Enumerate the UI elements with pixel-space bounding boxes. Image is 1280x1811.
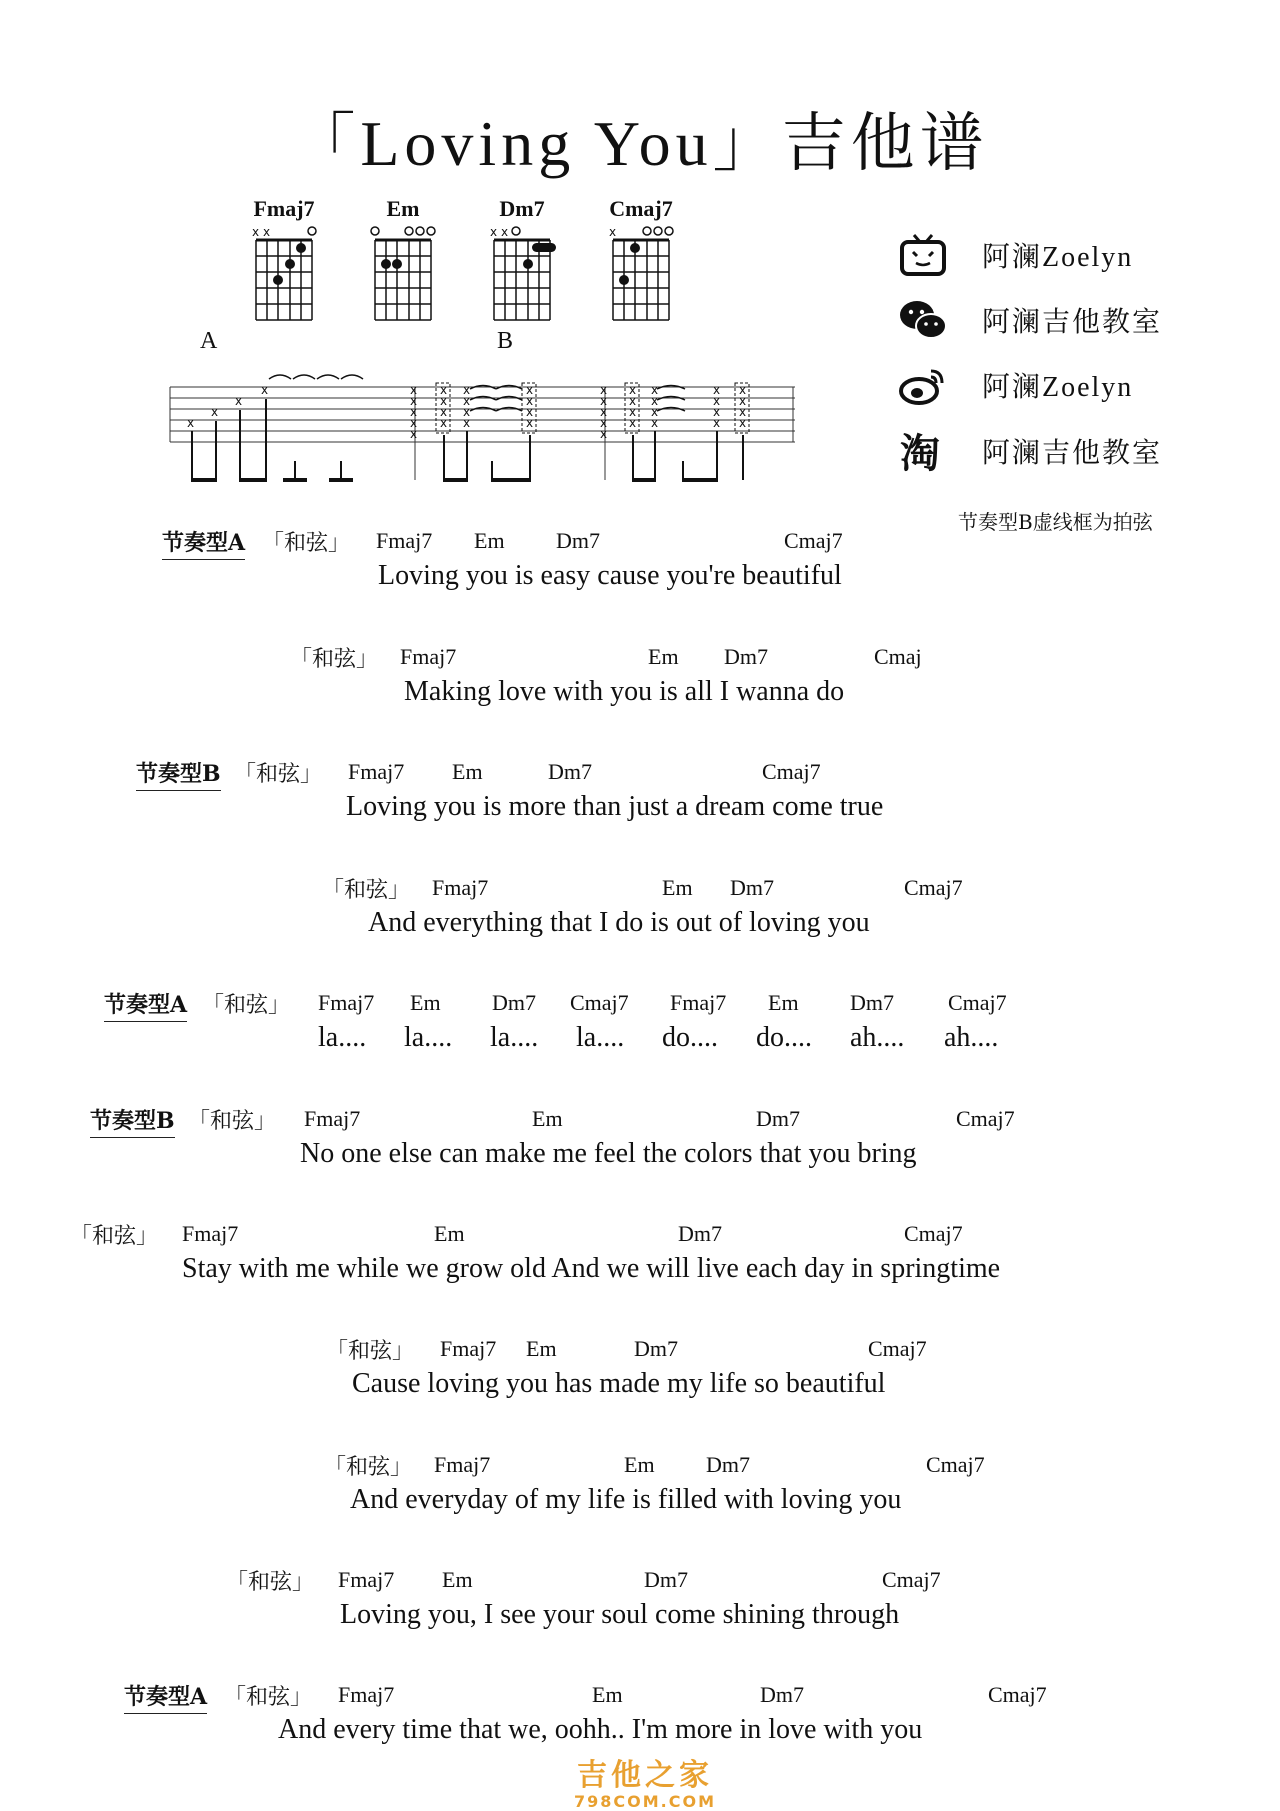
chord-tag: 「和弦」 [70,1224,159,1249]
rhythm-tag: 节奏型A [104,988,187,1022]
svg-text:x: x [463,416,471,430]
chord-name: Em [386,196,420,221]
weibo-account: 阿澜Zoelyn [982,372,1134,403]
chord-label: Em [532,1106,563,1131]
chord-label: Cmaj7 [904,1221,963,1246]
chord-grid [482,222,562,332]
lyric-line [0,1565,1280,1645]
lyric-text: Loving you is easy cause you're beautiful [378,560,842,591]
lyric-line [0,1450,1280,1530]
rhythm-tag: 节奏型A [124,1680,207,1714]
chord-diagram-fmaj7 [244,196,334,332]
page-title: 「Loving You」吉他谱 [291,108,989,179]
chord-label: Fmaj7 [318,990,375,1015]
svg-text:x: x [463,394,471,408]
svg-text:x: x [651,416,659,430]
chord-name: Fmaj7 [253,196,315,221]
lyric-text: And everyday of my life is filled with loving you [350,1484,902,1515]
lyric-line [0,526,1280,606]
chord-tag: 「和弦」 [290,647,379,672]
svg-text:x: x [739,416,747,430]
lyric-word: la.... [576,1022,625,1053]
section-label-b: B [497,328,514,354]
chord-label: Dm7 [644,1567,688,1592]
chord-label: Cmaj7 [948,990,1007,1015]
chord-label: Dm7 [756,1106,800,1131]
svg-text:x: x [651,383,659,397]
svg-text:x: x [410,383,418,397]
svg-text:x: x [600,405,608,419]
social-taobao [898,426,1238,476]
taobao-account: 阿澜吉他教室 [982,438,1163,469]
chord-tag: 「和弦」 [234,762,323,787]
chord-label: Fmaj7 [400,644,457,669]
svg-text:x: x [600,383,608,397]
rhythm-tab-staff [165,365,805,490]
svg-text:x: x [235,394,243,408]
svg-text:x: x [463,383,471,397]
chord-grid [363,222,443,332]
svg-text:x: x [600,427,608,441]
section-label-a: A [200,328,218,354]
chord-label: Em [768,990,799,1015]
svg-text:淘: 淘 [900,431,940,473]
lyric-line [0,1334,1280,1414]
svg-text:x: x [490,225,498,239]
svg-text:x: x [410,394,418,408]
chord-label: Em [662,875,693,900]
svg-text:x: x [252,225,260,239]
chord-label: Dm7 [724,644,768,669]
chord-tag: 「和弦」 [202,993,291,1018]
lyric-line [0,642,1280,722]
chord-label: Fmaj7 [376,528,433,553]
wechat-icon [898,298,948,342]
chord-label: Dm7 [556,528,600,553]
chord-label: Cmaj7 [904,875,963,900]
weibo-icon [898,363,948,407]
bilibili-icon [898,233,948,277]
svg-text:x: x [187,416,195,430]
chord-label: Dm7 [634,1336,678,1361]
chord-diagram-em [363,196,453,332]
svg-text:x: x [526,394,534,408]
svg-text:x: x [440,383,448,397]
svg-text:x: x [263,225,271,239]
chord-label: Em [442,1567,473,1592]
lyric-line [0,1219,1280,1299]
chord-label: Em [474,528,505,553]
chord-label: Dm7 [706,1452,750,1477]
lyric-line [0,988,1280,1068]
chord-label: Em [648,644,679,669]
chord-label: Dm7 [760,1682,804,1707]
chord-tag: 「和弦」 [326,1339,415,1364]
lyric-word: ah.... [944,1022,999,1053]
rhythm-b-note: 节奏型B虚线框为拍弦 [958,510,1153,534]
social-wechat [898,295,1238,345]
chord-label: Cmaj7 [868,1336,927,1361]
chord-label: Em [592,1682,623,1707]
lyric-line [0,873,1280,953]
lyric-text: And everything that I do is out of loving you [368,907,870,938]
svg-text:x: x [463,405,471,419]
taobao-icon [898,429,948,473]
chord-label: Fmaj7 [432,875,489,900]
watermark-logo [560,1750,730,1811]
chord-label: Dm7 [492,990,536,1015]
rhythm-tag: 节奏型B [136,757,221,791]
lyric-word: la.... [404,1022,453,1053]
chord-label: Em [410,990,441,1015]
chord-label: Dm7 [730,875,774,900]
svg-text:x: x [713,405,721,419]
lyric-text: Making love with you is all I wanna do [404,676,845,707]
chord-label: Fmaj7 [182,1221,239,1246]
chord-label: Fmaj7 [348,759,405,784]
svg-text:x: x [440,405,448,419]
wechat-account: 阿澜吉他教室 [982,307,1163,338]
svg-text:x: x [713,416,721,430]
chord-label: Em [452,759,483,784]
lyric-line [0,1680,1280,1760]
svg-text:x: x [629,394,637,408]
chord-diagram-dm7 [482,196,572,332]
chord-label: Cmaj7 [784,528,843,553]
lyric-word: do.... [756,1022,812,1053]
lyric-text: No one else can make me feel the colors that you bring [300,1138,917,1169]
svg-text:x: x [261,383,269,397]
lyric-line [0,757,1280,837]
lyric-word: la.... [318,1022,367,1053]
chord-grid [601,222,681,332]
svg-text:x: x [609,225,617,239]
svg-text:x: x [739,394,747,408]
chord-label: Cmaj [874,644,922,669]
chord-label: Em [526,1336,557,1361]
chord-label: Cmaj7 [926,1452,985,1477]
lyric-word: do.... [662,1022,718,1053]
chord-name: Dm7 [499,196,545,221]
chord-tag: 「和弦」 [322,878,411,903]
lyric-text: Cause loving you has made my life so beautiful [352,1368,886,1399]
rhythm-tag: 节奏型A [162,526,245,560]
bilibili-account: 阿澜Zoelyn [982,242,1134,273]
svg-text:x: x [713,383,721,397]
chord-diagram-cmaj7 [601,196,691,332]
chord-grid [244,222,324,332]
lyric-line [0,1104,1280,1184]
lyric-word: ah.... [850,1022,905,1053]
chord-label: Fmaj7 [670,990,727,1015]
svg-text:x: x [651,405,659,419]
chord-label: Fmaj7 [304,1106,361,1131]
svg-text:x: x [739,383,747,397]
social-weibo [898,360,1238,410]
lyric-text: Loving you, I see your soul come shining through [340,1599,900,1630]
svg-text:x: x [713,394,721,408]
chord-label: Em [434,1221,465,1246]
chord-label: Cmaj7 [762,759,821,784]
chord-label: Fmaj7 [440,1336,497,1361]
chord-tag: 「和弦」 [224,1685,313,1710]
chord-tag: 「和弦」 [324,1455,413,1480]
chord-label: Cmaj7 [882,1567,941,1592]
svg-text:x: x [440,394,448,408]
watermark-sub: 798COM.COM [573,1792,716,1811]
lyric-text: Loving you is more than just a dream come true [346,791,884,822]
chord-label: Cmaj7 [956,1106,1015,1131]
svg-text:x: x [211,405,219,419]
svg-text:x: x [651,394,659,408]
watermark-main: 吉他之家 [577,1758,713,1793]
svg-text:x: x [526,383,534,397]
svg-text:x: x [410,416,418,430]
svg-text:x: x [526,416,534,430]
chord-tag: 「和弦」 [188,1109,277,1134]
svg-text:x: x [501,225,509,239]
svg-text:x: x [526,405,534,419]
social-bilibili [898,230,1238,280]
chord-label: Fmaj7 [434,1452,491,1477]
chord-label: Fmaj7 [338,1682,395,1707]
chord-label: Dm7 [548,759,592,784]
chord-label: Cmaj7 [570,990,629,1015]
chord-label: Dm7 [678,1221,722,1246]
lyric-text: Stay with me while we grow old And we will live each day in springtime [182,1253,1001,1284]
svg-text:x: x [440,416,448,430]
rhythm-tag: 节奏型B [90,1104,175,1138]
chord-label: Fmaj7 [338,1567,395,1592]
svg-text:x: x [629,383,637,397]
chord-label: Dm7 [850,990,894,1015]
chord-tag: 「和弦」 [262,531,351,556]
chord-label: Em [624,1452,655,1477]
lyric-text: And every time that we, oohh.. I'm more in love with you [278,1714,923,1745]
svg-text:x: x [629,416,637,430]
svg-text:x: x [410,405,418,419]
svg-text:x: x [410,427,418,441]
chord-label: Cmaj7 [988,1682,1047,1707]
chord-tag: 「和弦」 [226,1570,315,1595]
svg-text:x: x [600,416,608,430]
svg-text:x: x [629,405,637,419]
svg-text:x: x [739,405,747,419]
svg-text:x: x [600,394,608,408]
lyric-word: la.... [490,1022,539,1053]
chord-name: Cmaj7 [609,196,673,221]
